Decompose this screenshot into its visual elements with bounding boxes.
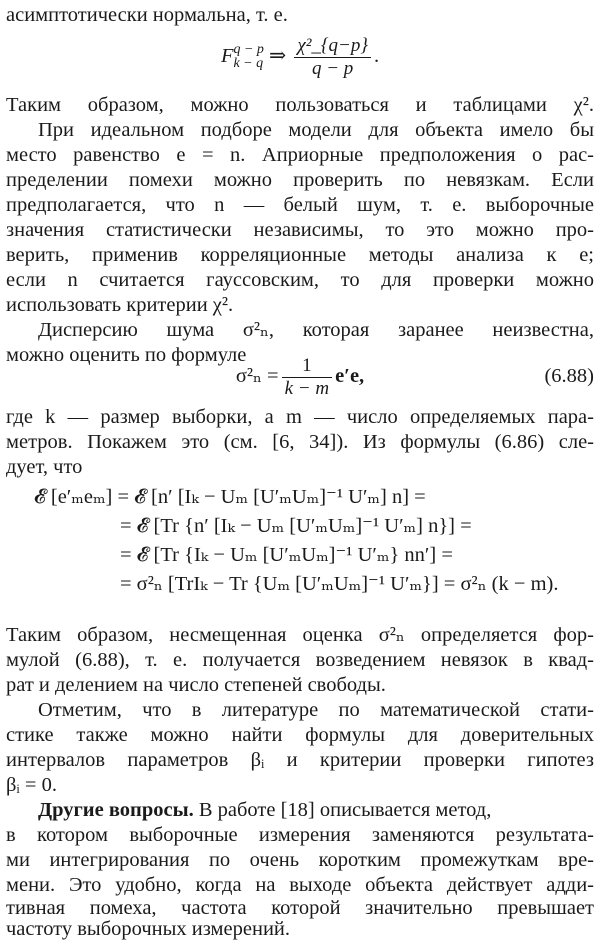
text-line: место равенство e = n. Априорные предположения о рас- [6,144,594,166]
paragraph-other-questions: Другие вопросы. В работе [18] описывается метод, [38,799,492,821]
expectation-line-2: = 𝓔 [Tr {n′ [Iₖ − Uₘ [U′ₘUₘ]⁻¹ U′ₘ] n}] = [120,515,472,537]
text-line: если n считается гауссовским, то для проверки можно [6,269,594,291]
text-line: асимптотически нормальна, т. е. [6,4,288,26]
text-line: дует, что [6,456,83,478]
text-line: мени. Это удобно, когда на выходе объекта действует адди- [6,874,594,896]
text-line: использовать критерии χ². [6,294,234,316]
text-line: Таким образом, несмещенная оценка σ²ₙ определяется фор- [6,624,594,646]
expectation-line-4: = σ²ₙ [TrIₖ − Tr {Uₘ [U′ₘUₘ]⁻¹ U′ₘ}] = σ²ₙ (k − m). [120,573,559,595]
text-line: в котором выборочные измерения заменяются результата- [6,824,594,846]
text-line: тивная помеха, частота которой значительно превышает [6,897,594,919]
text-line: интервалов параметров βᵢ и критерии проверки гипотез [6,749,594,771]
expectation-line-3: = 𝓔 [Tr {Iₖ − Uₘ [U′ₘUₘ]⁻¹ U′ₘ} nn′] = [120,544,453,566]
text-line: Дисперсию шума σ²ₙ, которая заранее неизвестна, [38,319,594,341]
text-line: ми интегрирования по очень коротким промежуткам вре- [6,849,594,871]
section-heading: Другие вопросы. [38,799,194,821]
text-line: стике также можно найти формулы для доверительных [6,724,594,746]
text-line: рат и делением на число степеней свободы. [6,674,386,696]
equation-number: (6.88) [544,365,594,387]
text-line: можно оценить по формуле [6,344,247,366]
text-line: верить, применив корреляционные методы анализа к e; [6,244,594,266]
equation-f-distribution: F q − p k − q ⇒ $\frac{\text{χ²\_\{q−p\}}}{q - p}$ . [220,34,380,79]
expectation-line-1: 𝓔 [e′ₘeₘ] = 𝓔 [n′ [Iₖ − Uₘ [U′ₘUₘ]⁻¹ U′ₘ] n] = [34,486,426,508]
text-line: метров. Покажем это (см. [6, 34]). Из формулы (6.86) сле- [6,431,594,453]
text-line: предполагается, что n — белый шум, т. е. выборочные [6,194,594,216]
text-line: βᵢ = 0. [6,774,57,796]
text-line: Отметим, что в литературе по математической стати- [38,699,594,721]
text-line: значения статистически независимы, то это можно про- [6,219,594,241]
text-line: где k — размер выборки, а m — число определяемых пара- [6,406,594,428]
text-line: При идеальном подборе модели для объекта имело бы [38,119,594,141]
text-line: пределении помехи можно проверить по невязкам. Если [6,169,594,191]
text-line: Таким образом, можно пользоваться и таблицами χ². [6,94,594,116]
text-line: частоту выборочных измерений. [6,918,291,940]
equation-6-88: σ²ₙ = $\frac{1}{k - m}$ e′e, [235,354,365,399]
text-line: мулой (6.88), т. е. получается возведением невязок в квад- [6,649,594,671]
